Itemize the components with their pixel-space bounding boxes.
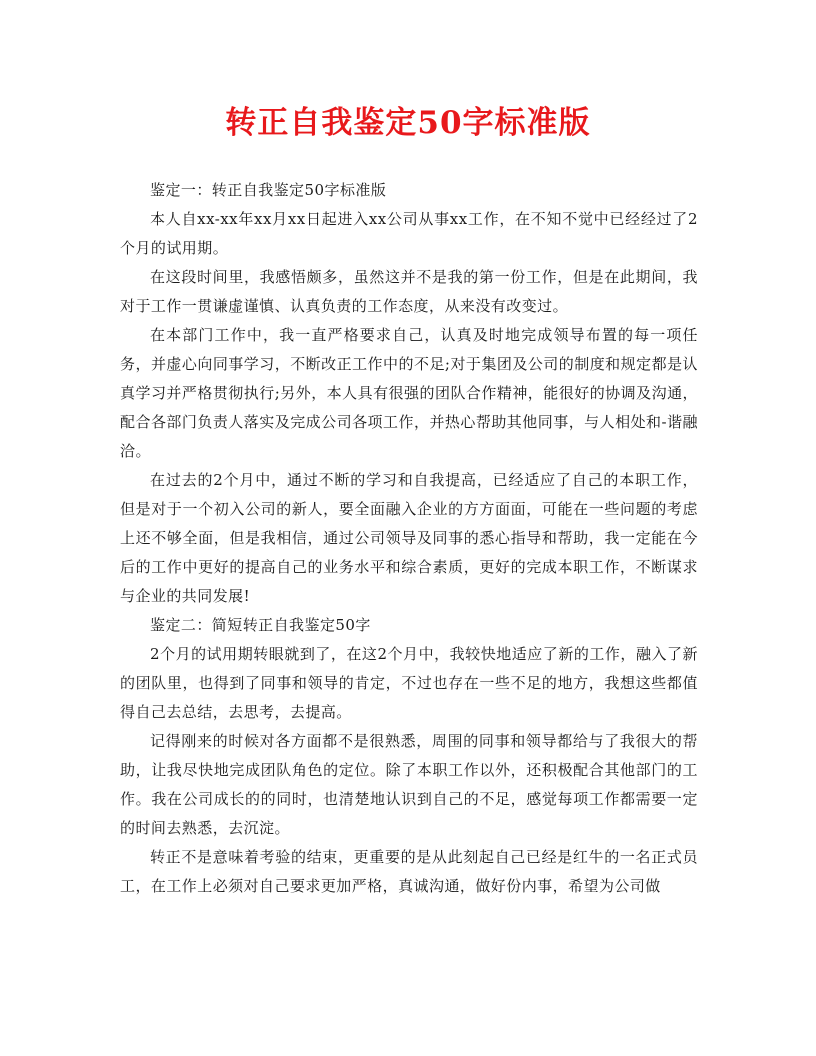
section-heading-2: 鉴定二：简短转正自我鉴定50字 — [150, 616, 371, 634]
paragraph: 本人自xx-xx年xx月xx日起进入xx公司从事xx工作，在不知不觉中已经经过了2个月的试用期。 — [120, 210, 698, 257]
document-body — [120, 176, 698, 901]
paragraph: 在过去的2个月中，通过不断的学习和自我提高，已经适应了自己的本职工作，但是对于一个初入公司的新人，要全面融入企业的方方面面，可能在一些问题的考虑上还不够全面，但是我相信，通过公司领导及同事的悉心指导和帮助，我一定能在今后的工作中更好的提高自己的业务水平和综合素质，更好的完成本职工作，不断谋求与企业的共同发展! — [120, 471, 698, 605]
paragraph: 2个月的试用期转眼就到了，在这2个月中，我较快地适应了新的工作，融入了新的团队里，也得到了同事和领导的肯定，不过也存在一些不足的地方，我想这些都值得自己去总结，去思考，去提高。 — [120, 645, 698, 721]
paragraph: 在本部门工作中，我一直严格要求自己，认真及时地完成领导布置的每一项任务，并虚心向同事学习，不断改正工作中的不足;对于集团及公司的制度和规定都是认真学习并严格贯彻执行;另外，本人具有很强的团队合作精神，能很好的协调及沟通，配合各部门负责人落实及完成公司各项工作，并热心帮助其他同事，与人相处和-谐融洽。 — [120, 326, 698, 460]
paragraph: 转正不是意味着考验的结束，更重要的是从此刻起自己已经是红牛的一名正式员工，在工作上必须对自己要求更加严格，真诚沟通，做好份内事，希望为公司做 — [120, 848, 698, 895]
document-title: 转正自我鉴定50字标准版 — [225, 105, 591, 141]
section-heading-1: 鉴定一：转正自我鉴定50字标准版 — [150, 181, 387, 199]
paragraph: 记得刚来的时候对各方面都不是很熟悉，周围的同事和领导都给与了我很大的帮助，让我尽快地完成团队角色的定位。除了本职工作以外，还积极配合其他部门的工作。我在公司成长的的同时，也清楚地认识到自己的不足，感觉每项工作都需要一定的时间去熟悉，去沉淀。 — [120, 732, 698, 837]
paragraph: 在这段时间里，我感悟颇多，虽然这并不是我的第一份工作，但是在此期间，我对于工作一贯谦虚谨慎、认真负责的工作态度，从来没有改变过。 — [120, 268, 698, 315]
